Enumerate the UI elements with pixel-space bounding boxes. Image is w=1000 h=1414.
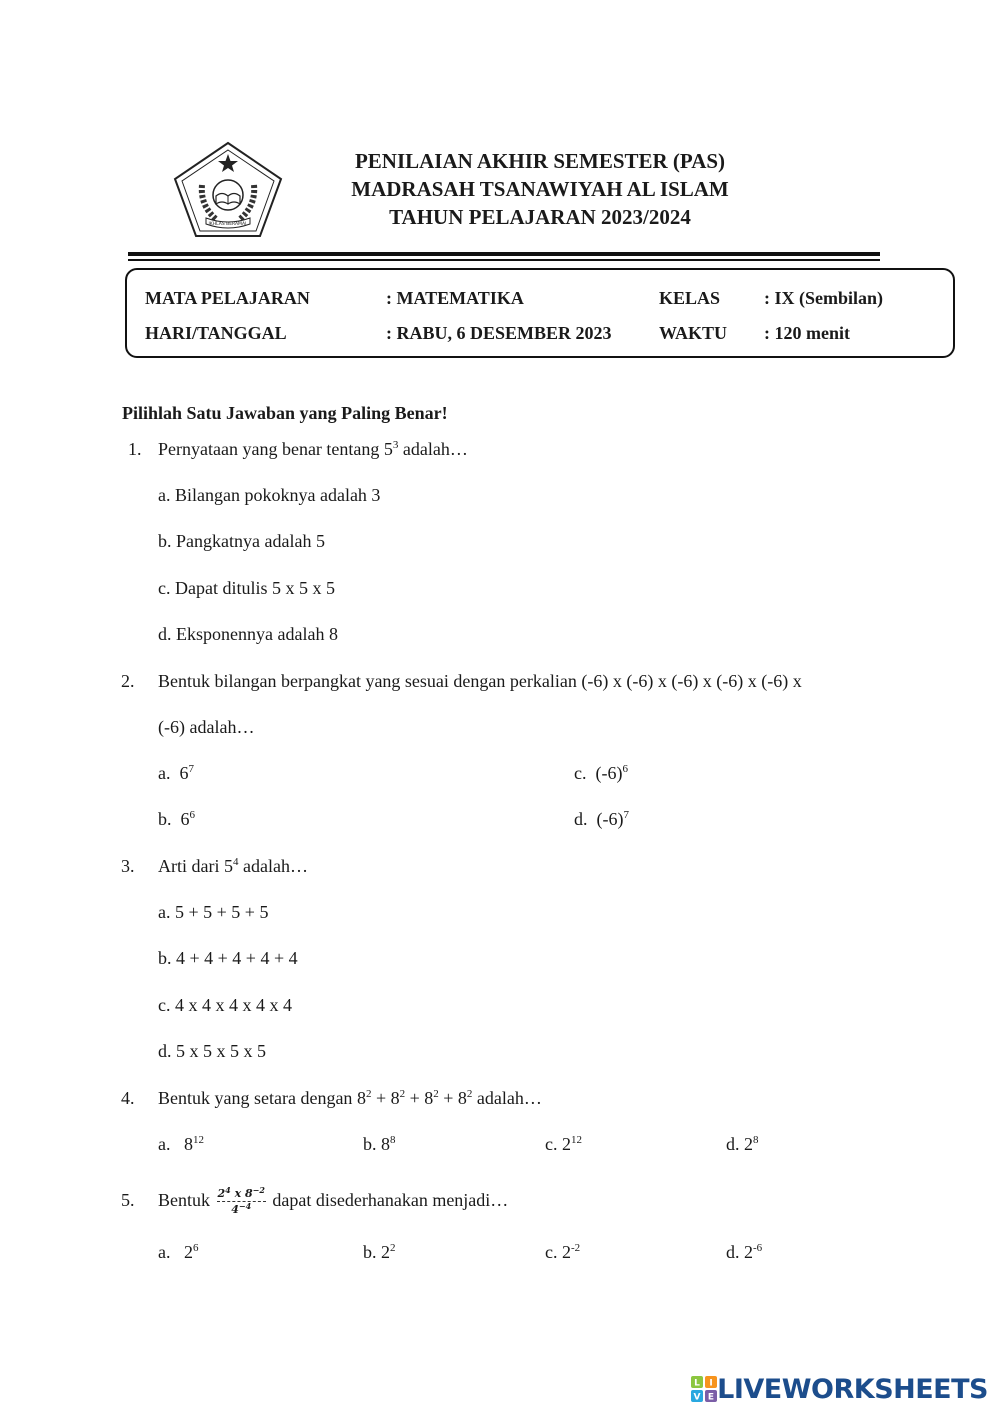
q4-option-c[interactable]: c. $2^{12}$ <box>545 1134 582 1154</box>
q3-stem: Arti dari $5^4$ adalah… <box>158 856 308 876</box>
logo-letter-v: V <box>693 1392 701 1402</box>
q2-option-a[interactable]: a. $6^7$ <box>158 763 194 783</box>
liveworksheets-wordmark: LIVEWORKSHEETS <box>717 1373 988 1405</box>
q5-option-b[interactable]: b. $2^2$ <box>363 1242 396 1262</box>
logo-letter-l: L <box>694 1378 701 1389</box>
q1-stem: Pernyataan yang benar tentang $5^3$ adalah… <box>158 439 468 459</box>
q2-stem-line1: Bentuk bilangan berpangkat yang sesuai dengan perkalian (-6) x (-6) x (-6) x (-6) x (-6) x <box>158 671 802 691</box>
q4-option-d[interactable]: d. $2^8$ <box>726 1134 759 1154</box>
class-value: : IX (Sembilan) <box>764 288 884 308</box>
q2-number: 2. <box>121 671 135 691</box>
logo-letter-i: I <box>709 1378 713 1389</box>
logo-letter-e: E <box>708 1392 715 1402</box>
date-label: HARI/TANGGAL <box>145 323 287 343</box>
exam-info-box <box>125 268 955 358</box>
time-value: : 120 menit <box>764 323 850 343</box>
q5-option-a[interactable]: a. $2^6$ <box>158 1242 199 1262</box>
liveworksheets-logo-icon <box>691 1376 717 1402</box>
q1-option-b[interactable]: b. Pangkatnya adalah 5 <box>158 531 325 551</box>
class-label: KELAS <box>659 288 721 308</box>
q2-option-c[interactable]: c. $(-6)^6$ <box>574 763 628 783</box>
q2-option-b[interactable]: b. $6^6$ <box>158 809 195 829</box>
q4-option-a[interactable]: a. $8^{12}$ <box>158 1134 204 1154</box>
title-line-1: PENILAIAN AKHIR SEMESTER (PAS) <box>354 149 726 173</box>
q1-option-d[interactable]: d. Eksponennya adalah 8 <box>158 624 338 644</box>
q3-option-a[interactable]: a. 5 + 5 + 5 + 5 <box>158 902 269 922</box>
date-value: : RABU, 6 DESEMBER 2023 <box>386 323 612 343</box>
emblem-icon <box>172 140 284 240</box>
q5-fraction: $\frac{2^4 x 8^{-2}}{4^{-4}}$ <box>217 1185 265 1217</box>
q2-option-d[interactable]: d. $(-6)^7$ <box>574 809 629 829</box>
q5-stem: Bentuk $\frac{2^4 x 8^{-2}}{4^{-4}}$ dapat disederhanakan menjadi… <box>158 1185 509 1217</box>
logo-motto: IKHLAS BERAMAL <box>208 222 248 227</box>
subject-value: : MATEMATIKA <box>386 288 524 308</box>
q3-number: 3. <box>121 856 135 876</box>
q3-option-b[interactable]: b. 4 + 4 + 4 + 4 + 4 <box>158 948 298 968</box>
school-logo <box>172 140 284 240</box>
q1-option-c[interactable]: c. Dapat ditulis 5 x 5 x 5 <box>158 578 335 598</box>
q4-option-b[interactable]: b. $8^8$ <box>363 1134 396 1154</box>
q3-option-d[interactable]: d. 5 x 5 x 5 x 5 <box>158 1041 266 1061</box>
q4-number: 4. <box>121 1088 135 1108</box>
q1-number: 1. <box>128 439 142 459</box>
q1-option-a[interactable]: a. Bilangan pokoknya adalah 3 <box>158 485 381 505</box>
instruction-text: Pilihlah Satu Jawaban yang Paling Benar! <box>122 403 448 423</box>
q5-number: 5. <box>121 1190 135 1210</box>
q5-option-d[interactable]: d. $2^{-6}$ <box>726 1242 763 1262</box>
header-divider-thin <box>128 259 880 261</box>
q3-option-c[interactable]: c. 4 x 4 x 4 x 4 x 4 <box>158 995 292 1015</box>
liveworksheets-watermark[interactable] <box>691 1372 988 1406</box>
q4-stem: Bentuk yang setara dengan $8^2 + 8^2 + 8^2 + 8^2$ adalah… <box>158 1088 542 1108</box>
subject-label: MATA PELAJARAN <box>145 288 310 308</box>
title-line-3: TAHUN PELAJARAN 2023/2024 <box>389 205 691 229</box>
header-divider-thick <box>128 252 880 256</box>
title-line-2: MADRASAH TSANAWIYAH AL ISLAM <box>351 177 729 201</box>
time-label: WAKTU <box>659 323 728 343</box>
q5-option-c[interactable]: c. $2^{-2}$ <box>545 1242 581 1262</box>
q2-stem-line2: (-6) adalah… <box>158 717 255 737</box>
